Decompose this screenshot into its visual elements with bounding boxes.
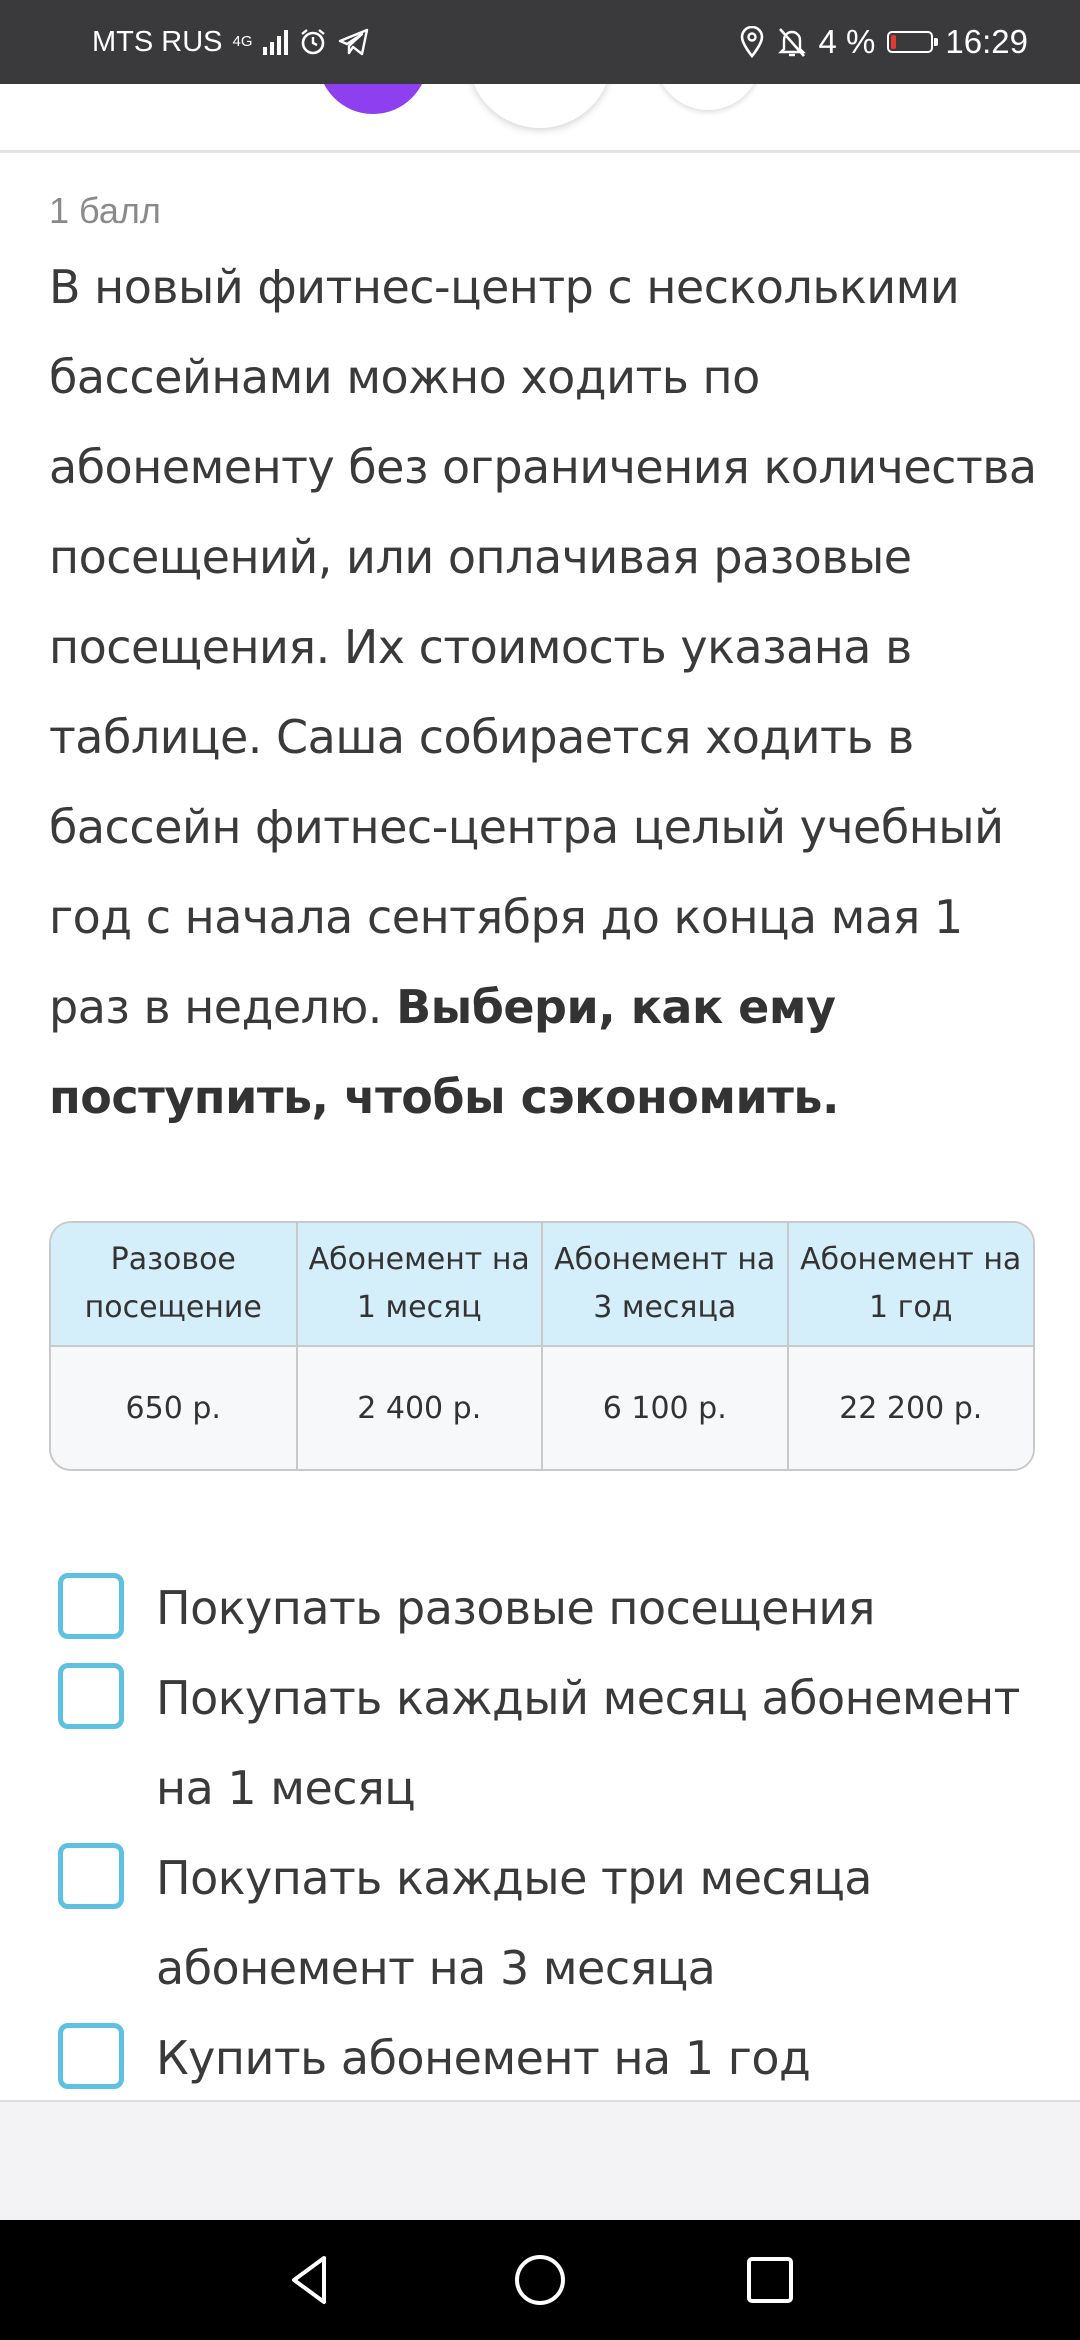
clock: 16:29 <box>945 23 1028 60</box>
status-right <box>739 0 1028 84</box>
battery-level <box>891 35 895 49</box>
location-icon <box>739 26 765 58</box>
carrier-name: MTS RUS <box>92 25 223 58</box>
question-points: 1 балл <box>49 190 161 231</box>
status-left <box>92 0 370 84</box>
option-label[interactable]: Купить абонемент на 1 год <box>156 2031 811 2085</box>
option-checkbox[interactable] <box>58 1843 124 1909</box>
alarm-icon <box>298 27 328 57</box>
answer-option[interactable] <box>58 2013 1038 2103</box>
network-type: 4G <box>232 33 253 50</box>
table-row <box>51 1346 1033 1469</box>
price-table <box>49 1221 1035 1471</box>
table-header-cell: Разовое посещение <box>51 1223 297 1346</box>
signal-icon <box>263 29 288 55</box>
option-checkbox[interactable] <box>58 1663 124 1729</box>
question-text-block <box>49 242 1039 1142</box>
option-label[interactable]: Покупать разовые посещения <box>156 1581 875 1635</box>
question-content <box>49 150 1039 1142</box>
table-cell: 6 100 р. <box>542 1346 788 1469</box>
question-instruction: Выбери, как ему поступить, чтобы сэкономить. <box>49 980 839 1124</box>
table-cell: 22 200 р. <box>788 1346 1034 1469</box>
table-header-cell: Абонемент на 1 год <box>788 1223 1034 1346</box>
home-icon[interactable] <box>510 2250 570 2310</box>
option-label[interactable]: Покупать каждый месяц абонемент на 1 месяц <box>156 1671 1020 1815</box>
table-header-cell: Абонемент на 1 месяц <box>297 1223 543 1346</box>
table-header-row <box>51 1223 1033 1346</box>
bottom-panel <box>0 2100 1080 2222</box>
recents-icon[interactable] <box>740 2250 800 2310</box>
answer-option[interactable] <box>58 1563 1038 1653</box>
battery-percent: 4 % <box>818 23 876 60</box>
question-stepper <box>0 84 1080 153</box>
table-cell: 650 р. <box>51 1346 297 1469</box>
question-text: В новый фитнес-центр с несколькими бассейнами можно ходить по абонементу без ограничения количества посещений, или оплачивая разовые посещения. Их стоимость указана в таблице. Саша собирается ходить в бассейн фитнес-центра целый учебный год с начала сентября до конца мая 1 раз в неделю. <box>49 260 1037 1034</box>
navigation-bar <box>0 2220 1080 2340</box>
stepper-circle-current[interactable] <box>318 84 428 114</box>
option-label[interactable]: Покупать каждые три месяца абонемент на 3 месяца <box>156 1851 872 1995</box>
table-cell: 2 400 р. <box>297 1346 543 1469</box>
answer-options <box>58 1563 1038 2103</box>
option-checkbox[interactable] <box>58 2023 124 2089</box>
answer-option[interactable] <box>58 1833 1038 2013</box>
stepper-circle[interactable] <box>655 84 761 110</box>
option-checkbox[interactable] <box>58 1573 124 1639</box>
back-icon[interactable] <box>280 2250 340 2310</box>
battery-icon <box>887 31 933 53</box>
table-header-cell: Абонемент на 3 месяца <box>542 1223 788 1346</box>
telegram-icon <box>338 28 370 56</box>
answer-option[interactable] <box>58 1653 1038 1833</box>
bell-off-icon <box>777 26 807 58</box>
stepper-circle[interactable] <box>468 84 612 128</box>
status-bar <box>0 0 1080 84</box>
